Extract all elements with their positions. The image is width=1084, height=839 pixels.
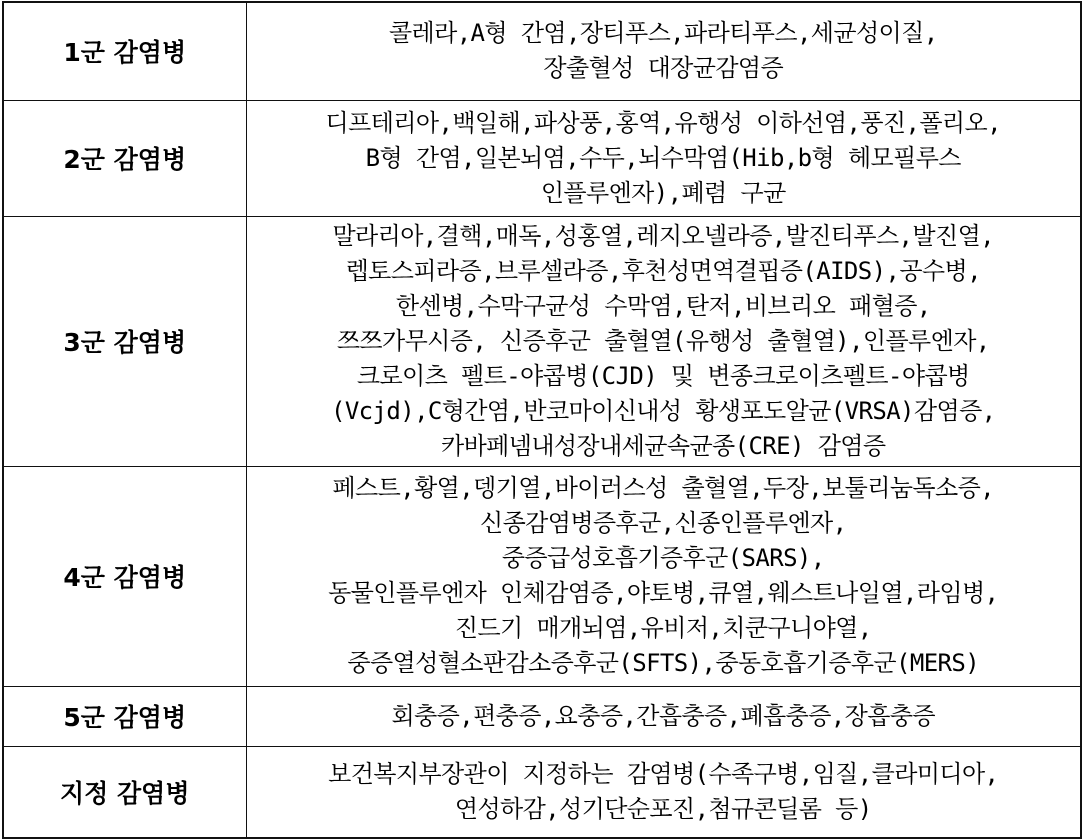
disease-line: 쯔쯔가무시증, 신증후군 출혈열(유행성 출혈열),인플루엔자, (336, 326, 990, 355)
disease-line: 콜레라,A형 간염,장티푸스,파라티푸스,세균성이질, (388, 19, 938, 48)
disease-line: 한센병,수막구균성 수막염,탄저,비브리오 패혈증, (395, 291, 931, 320)
infectious-disease-table (2, 1, 1082, 839)
disease-line: 진드기 매개뇌염,유비저,치쿤구니야열, (454, 614, 872, 642)
disease-line: 인플루엔자),폐렴 구균 (540, 178, 786, 207)
table-row (3, 686, 1081, 746)
disease-list (246, 746, 1081, 838)
table-row (3, 746, 1081, 838)
table-row (3, 2, 1081, 100)
group-label: 4군 감염병 (3, 466, 246, 686)
disease-line: 회충증,편충증,요충증,간흡충증,폐흡충증,장흡충증 (391, 701, 935, 730)
table-row (3, 216, 1081, 466)
group-label: 1군 감염병 (3, 2, 246, 100)
disease-list (246, 100, 1081, 216)
disease-line: 중증열성혈소판감소증후군(SFTS),중동호흡기증후군(MERS) (347, 649, 980, 677)
disease-line: 카바페넴내성장내세균속균종(CRE) 감염증 (441, 431, 886, 460)
disease-line: 신종감염병증후군,신종인플루엔자, (480, 509, 847, 537)
group-label: 2군 감염병 (3, 100, 246, 216)
disease-line: (Vcjd),C형간염,반코마이신내성 황생포도알균(VRSA)감염증, (330, 396, 996, 425)
disease-list (246, 686, 1081, 746)
disease-line: 장출혈성 대장균감염증 (543, 54, 784, 83)
table-row (3, 100, 1081, 216)
disease-line: 보건복지부장관이 지정하는 감염병(수족구병,임질,클라미디아, (328, 759, 999, 788)
disease-line: 연성하감,성기단순포진,첨규콘딜롬 등) (454, 794, 872, 823)
disease-line: 말라리아,결핵,매독,성홍열,레지오넬라증,발진티푸스,발진열, (332, 221, 995, 250)
disease-line: 동물인플루엔자 인체감염증,야토병,큐열,웨스트나일열,라임병, (328, 579, 999, 607)
disease-line: B형 간염,일본뇌염,수두,뇌수막염(Hib,b형 헤모필루스 (365, 143, 961, 172)
disease-line: 렙토스피라증,브루셀라증,후천성면역결핍증(AIDS),공수병, (345, 256, 981, 285)
group-label: 5군 감염병 (3, 686, 246, 746)
disease-line: 페스트,황열,뎅기열,바이러스성 출혈열,두장,보툴리눔독소증, (332, 474, 995, 502)
group-label: 3군 감염병 (3, 216, 246, 466)
disease-list (246, 2, 1081, 100)
disease-list (246, 216, 1081, 466)
table-row (3, 466, 1081, 686)
disease-line: 중증급성호흡기증후군(SARS), (501, 544, 825, 572)
disease-list (246, 466, 1081, 686)
disease-line: 크로이츠 펠트-야콥병(CJD) 및 변종크로이츠펠트-야콥병 (356, 361, 970, 390)
group-label: 지정 감염병 (3, 746, 246, 838)
disease-line: 디프테리아,백일해,파상풍,홍역,유행성 이하선염,풍진,폴리오, (325, 108, 1001, 137)
